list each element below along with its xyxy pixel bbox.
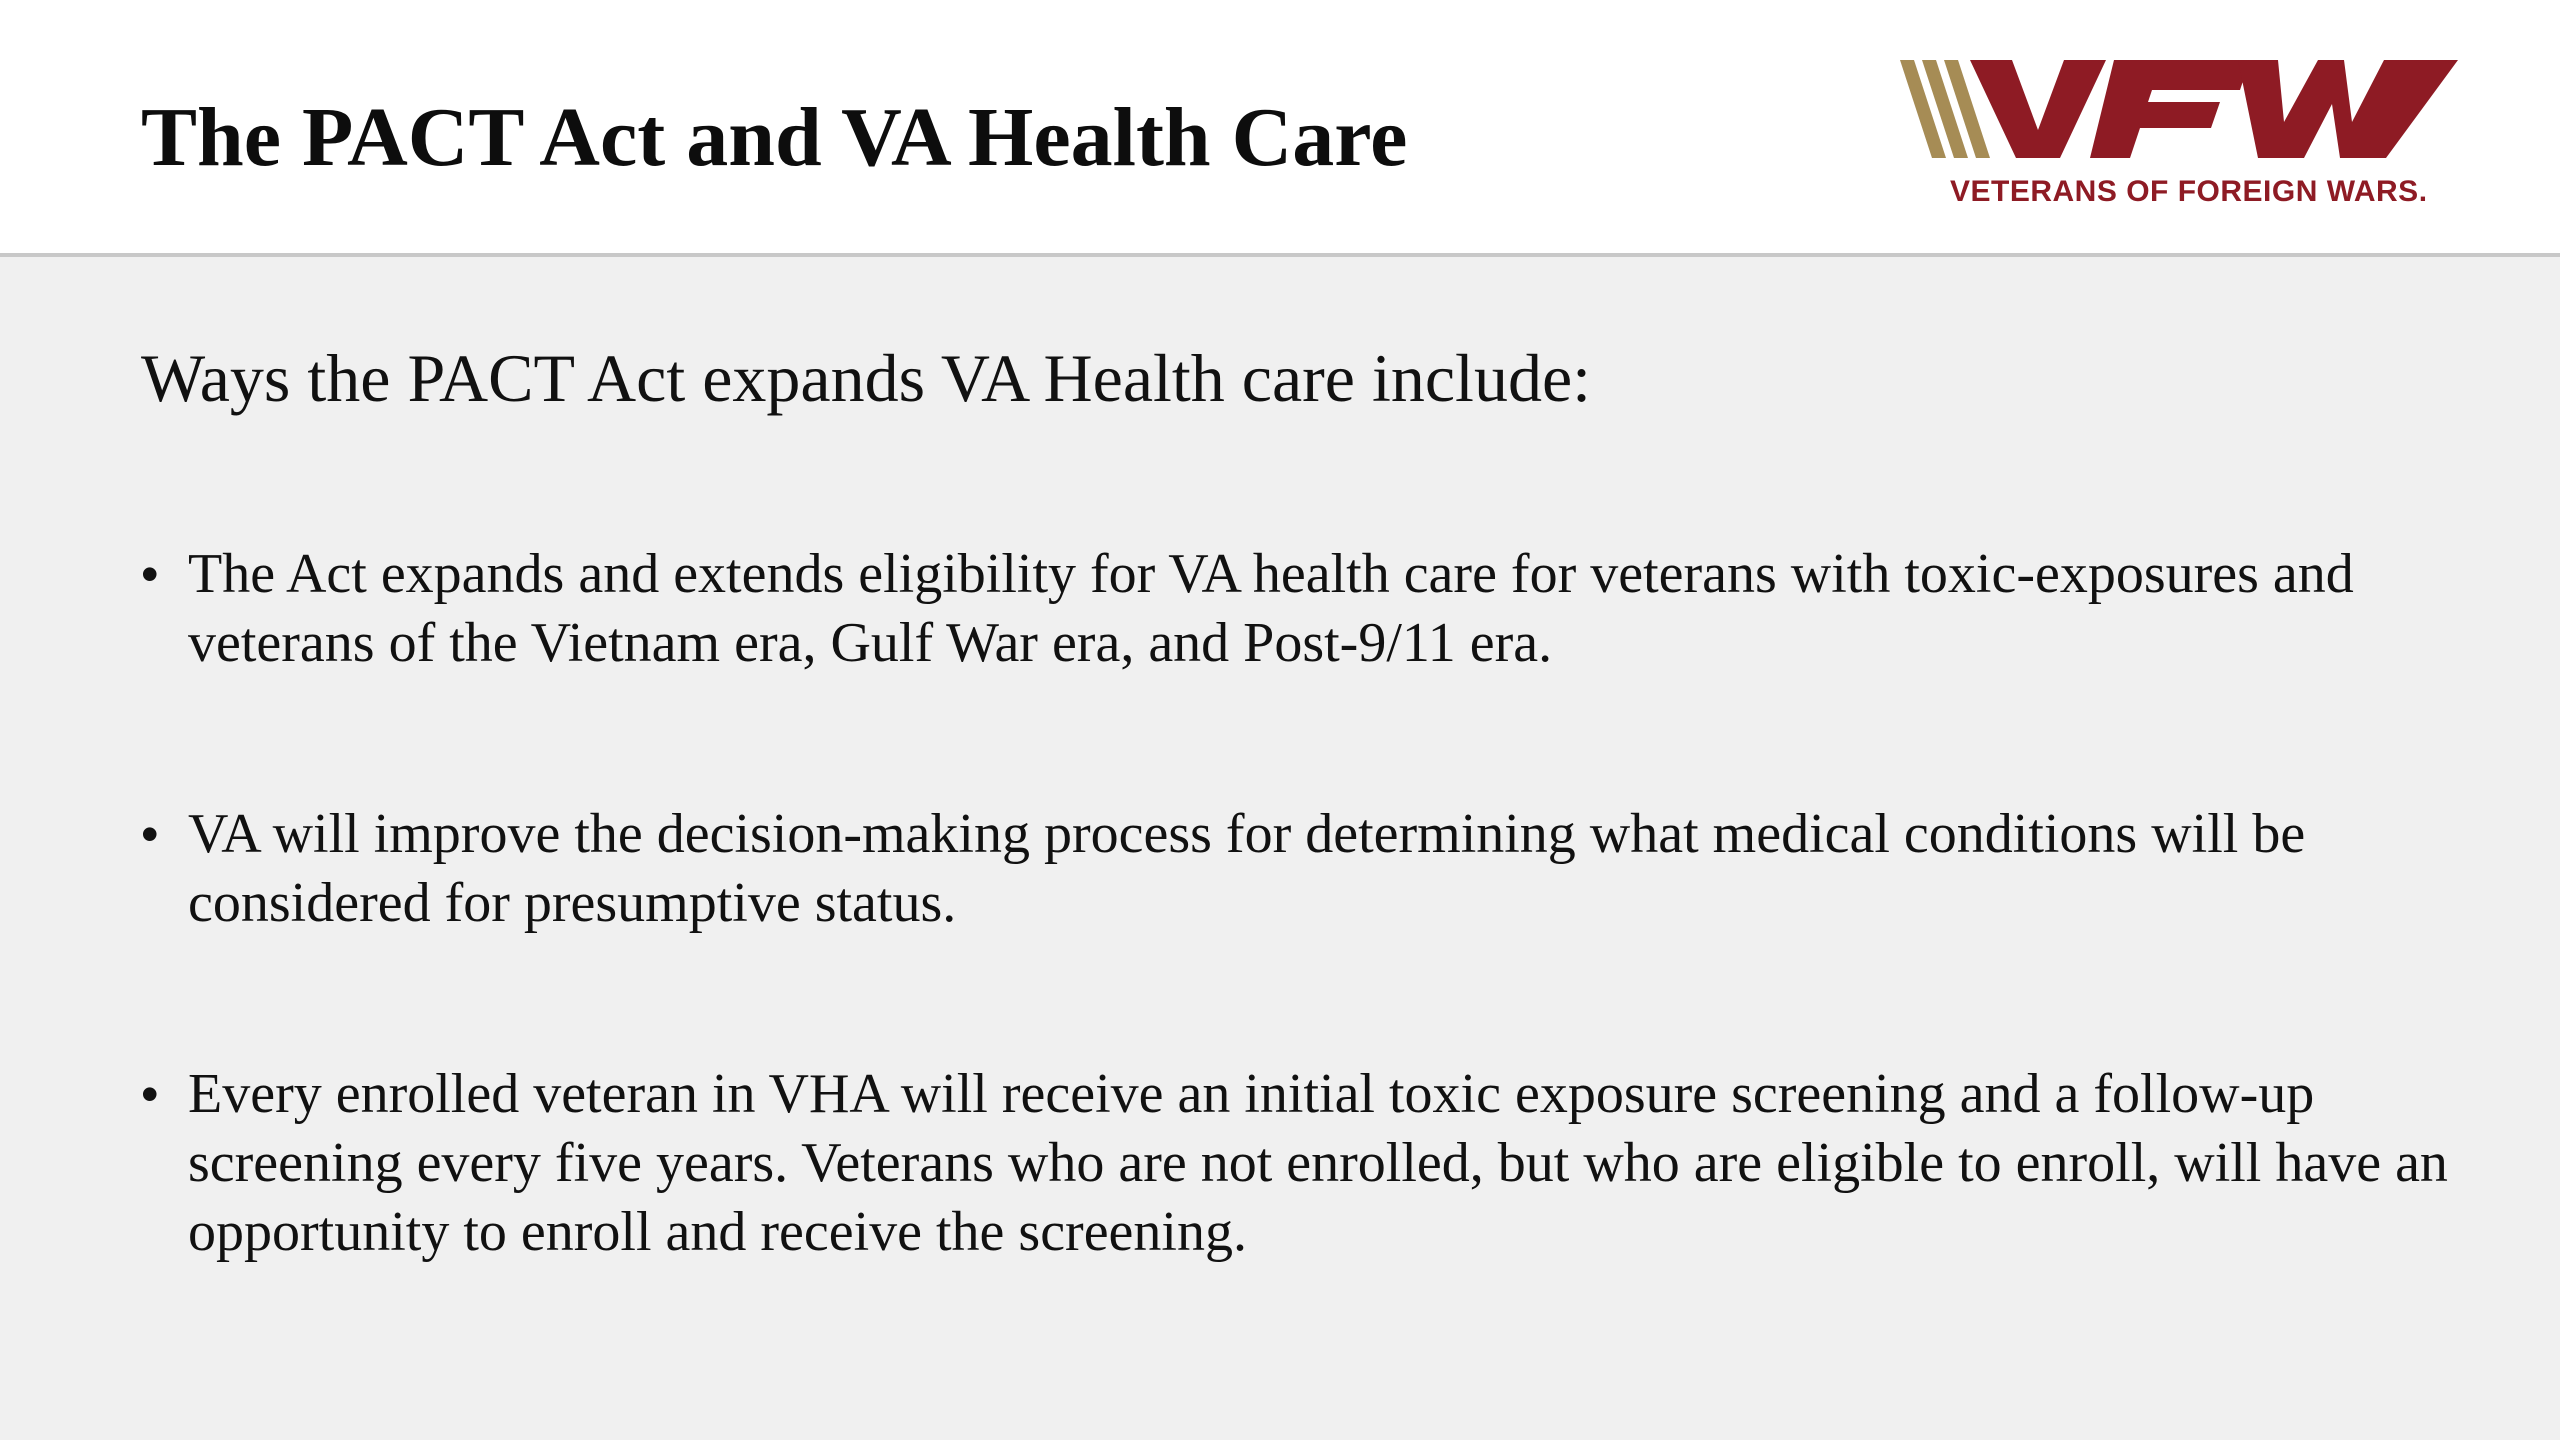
bullet-text: VA will improve the decision-making process for determining what medical conditions will be considered for presumptive status. — [188, 803, 2306, 934]
bullet-text: Every enrolled veteran in VHA will receive an initial toxic exposure screening and a follow-up screening every five years. Veterans who are not enrolled, but who are eligible to enroll, will have an opportunity to enroll and receive the screening. — [188, 1063, 2448, 1263]
vfw-logo-mark — [1900, 56, 2460, 176]
bullet-item — [141, 1060, 2471, 1267]
bullet-text: The Act expands and extends eligibility for VA health care for veterans with toxic-exposures and veterans of the Vietnam era, Gulf War era, and Post-9/11 era. — [188, 543, 2354, 674]
slide-subtitle: Ways the PACT Act expands VA Health care include: — [141, 340, 1592, 416]
bullet-item — [141, 540, 2471, 678]
bullet-marker: • — [141, 1066, 159, 1122]
vfw-logo — [1900, 56, 2460, 211]
bullet-item — [141, 800, 2471, 938]
bullet-marker: • — [141, 546, 159, 602]
logo-letter-w — [2238, 60, 2458, 158]
bullet-list — [141, 540, 2471, 1389]
logo-tagline: VETERANS OF FOREIGN WARS. — [1950, 175, 2428, 208]
logo-letter-v — [1970, 60, 2106, 158]
slide-header — [0, 0, 2560, 257]
slide-title: The PACT Act and VA Health Care — [141, 91, 1408, 184]
logo-letter-f — [2090, 60, 2250, 158]
bullet-marker: • — [141, 806, 159, 862]
